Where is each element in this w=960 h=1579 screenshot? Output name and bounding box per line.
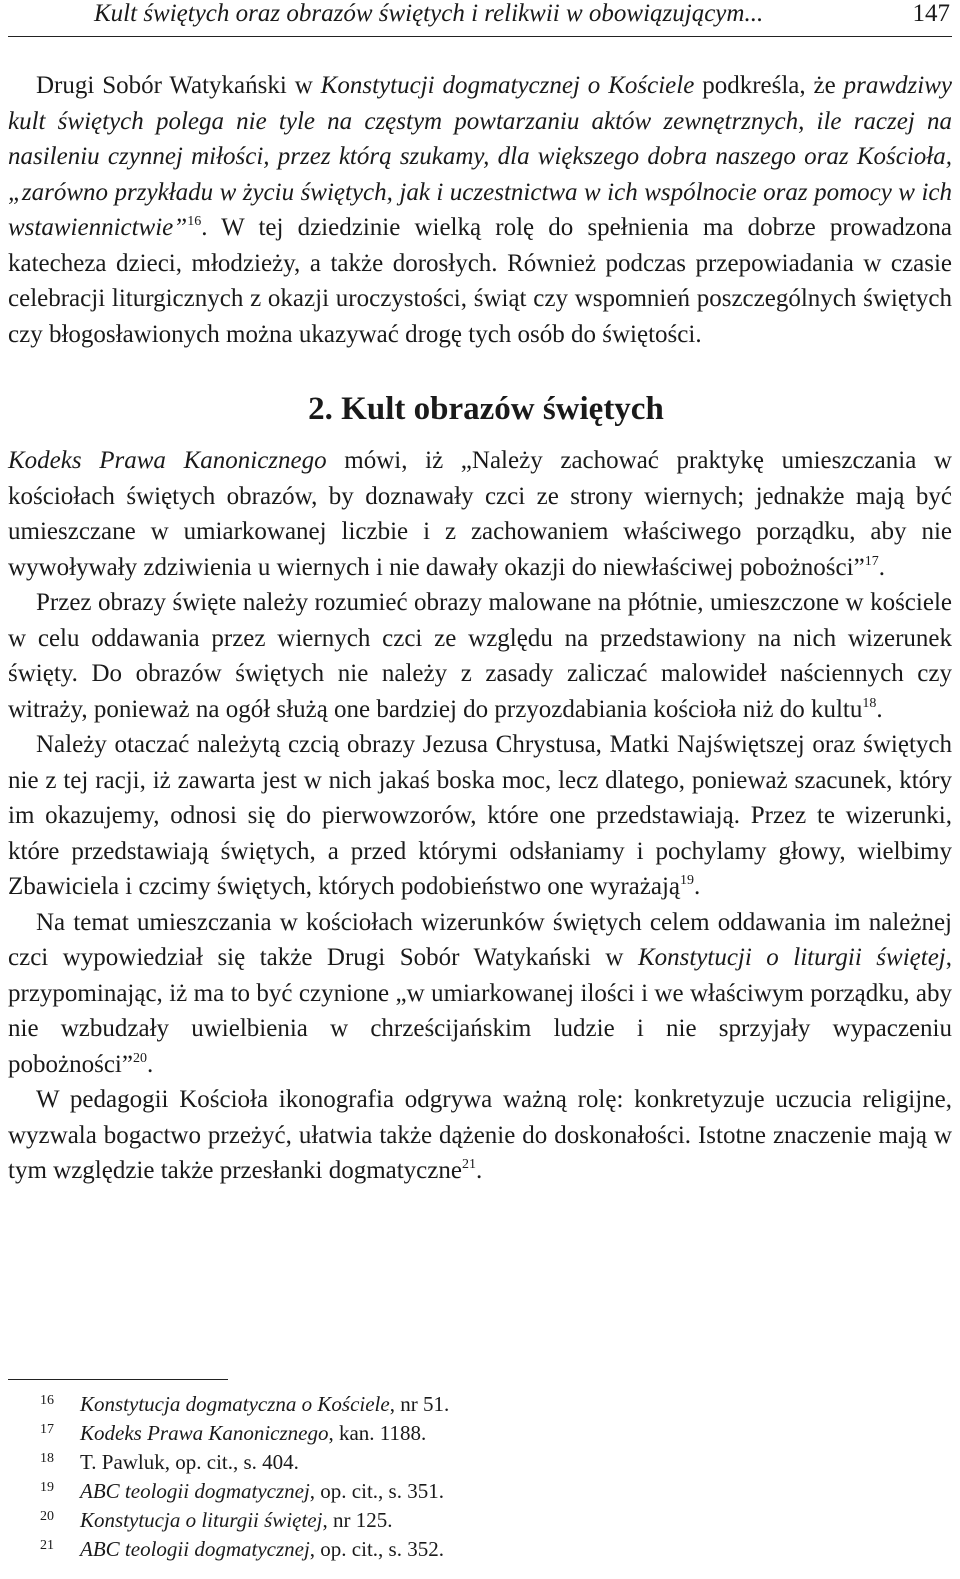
section-heading: 2. Kult obrazów świętych bbox=[308, 391, 664, 427]
text-run: , op. cit., s. 351. bbox=[309, 1479, 444, 1503]
footnote-number: 18 bbox=[40, 1451, 54, 1466]
text-run: , nr 125. bbox=[322, 1508, 393, 1532]
footnote bbox=[8, 1477, 948, 1506]
footnote bbox=[8, 1448, 948, 1477]
paragraph bbox=[8, 905, 952, 1083]
footnote-reference: 21 bbox=[461, 1157, 476, 1172]
text-run: . bbox=[475, 1157, 483, 1184]
italic-text: Konstytucji dogmatycznej o Kościele bbox=[320, 72, 695, 99]
footnote-divider bbox=[8, 1379, 228, 1380]
italic-text: ABC teologii dogmatycznej bbox=[80, 1479, 310, 1503]
footnote-text bbox=[80, 1506, 392, 1535]
footnote-text bbox=[80, 1448, 299, 1477]
footnote-reference: 20 bbox=[132, 1050, 147, 1066]
footnote bbox=[8, 1535, 948, 1564]
text-run: podkreśla, że bbox=[694, 72, 844, 99]
text-run: . bbox=[694, 873, 701, 900]
footnote-text bbox=[80, 1535, 444, 1564]
footnote-reference: 17 bbox=[864, 553, 879, 569]
footnote-number: 19 bbox=[40, 1480, 54, 1495]
text-run: W pedagogii Kościoła ikonografia odgrywa ważną rolę: konkretyzuje uczucia religijne, wyzwala bogactwo przeżyć, ułatwia także dążenie do doskonałości. Istotne znaczenie mają w tym względzie także przesłanki dogmatyczne bbox=[8, 1086, 952, 1184]
footnote-number: 20 bbox=[40, 1509, 54, 1524]
paragraph bbox=[8, 443, 952, 585]
footnote-text bbox=[80, 1477, 444, 1506]
text-run: . W tej dziedzinie wielką rolę do spełnienia ma dobrze prowadzona katecheza dzieci, młodzieży, a także dorosłych. Również podczas przepowiadania w czasie celebracji liturgicznych z okazji uroczystości, świąt czy wspomnień poszczególnych świętych czy błogosławionych można ukazywać drogę tych osób do świętości. bbox=[8, 214, 952, 348]
footnotes bbox=[8, 1390, 948, 1564]
text-run: , nr 51. bbox=[389, 1392, 450, 1416]
footnote bbox=[8, 1390, 948, 1419]
footnote-number: 16 bbox=[40, 1393, 54, 1408]
text-run: . bbox=[876, 695, 883, 723]
footnote-number: 21 bbox=[40, 1538, 54, 1553]
italic-text: Konstytucja dogmatyczna o Kościele bbox=[80, 1392, 390, 1416]
italic-text: ABC teologii dogmatycznej bbox=[80, 1537, 310, 1561]
italic-text: Konstytucji o liturgii świętej bbox=[637, 944, 946, 971]
body-text bbox=[8, 68, 952, 1189]
footnote bbox=[8, 1506, 948, 1535]
paragraph bbox=[8, 727, 952, 905]
paragraph bbox=[8, 1082, 952, 1189]
paragraph bbox=[8, 68, 952, 352]
italic-text: Kodeks Prawa Kanonicznego bbox=[80, 1421, 329, 1445]
text-run: T. Pawluk, op. cit., s. 404. bbox=[80, 1450, 299, 1474]
text-run: . bbox=[146, 1050, 154, 1078]
running-header bbox=[8, 0, 952, 37]
text-run: Należy otaczać należytą czcią obrazy Jezusa Chrystusa, Matki Najświętszej oraz świętych nie z tej racji, iż zawarta jest w nich jakaś boska moc, lecz dlatego, ponieważ szacunek, który im okazujemy, odnosi się do pierwowzorów, które one przedstawiają. Przez te wizerunki, które przedstawiają świętych, a przed którymi odsłaniamy i pochylamy głowy, wielbimy Zbawiciela i czcimy świętych, których podobieństwo one wyrażają bbox=[8, 731, 952, 900]
paragraph bbox=[8, 585, 952, 727]
footnote-reference: 16 bbox=[187, 214, 202, 229]
footnote bbox=[8, 1419, 948, 1448]
text-run: . bbox=[878, 553, 885, 581]
running-title: Kult świętych oraz obrazów świętych i relikwii w obowiązującym... bbox=[94, 0, 764, 27]
text-run: , op. cit., s. 352. bbox=[309, 1537, 444, 1561]
text-run: , przypominając, iż ma to być czynione „w umiarkowanej ilości i we właściwym porządku, aby nie wzbudzały uwielbienia w chrześcijańskim ludzie i nie sprzyjały wypaczeniu pobożności” bbox=[8, 944, 952, 1078]
footnote-reference: 18 bbox=[862, 695, 877, 711]
text-run: mówi, iż „Należy zachować praktykę umieszczania w kościołach świętych obrazów, by doznawały czci ze strony wiernych; jednakże mają być umieszczane w umiarkowanej liczbie i z zachowaniem właściwego porządku, aby nie wywoływały zdziwienia u wiernych i nie dawały okazji do niewłaściwej pobożności” bbox=[8, 447, 952, 581]
footnote-number: 17 bbox=[40, 1422, 54, 1437]
italic-text: Konstytucja o liturgii świętej bbox=[80, 1508, 323, 1532]
text-run: Przez obrazy święte należy rozumieć obrazy malowane na płótnie, umieszczone w kościele w celu oddawania przez wiernych czci ze względu na przedstawiony na nich wizerunek święty. Do obrazów świętych nie należy z zasady zaliczać malowideł naściennych czy witraży, ponieważ na ogół służą one bardziej do przyozdabiania kościoła niż do kultu bbox=[8, 589, 952, 723]
page-number: 147 bbox=[912, 0, 950, 27]
text-run: Na temat umieszczania w kościołach wizerunków świętych celem oddawania im należnej czci wypowiedział się także Drugi Sobór Watykański w bbox=[8, 908, 952, 971]
text-run: Drugi Sobór Watykański w bbox=[36, 72, 321, 99]
footnote-text bbox=[80, 1419, 426, 1448]
text-run: , kan. 1188. bbox=[328, 1421, 427, 1445]
italic-text: prawdziwy kult świętych polega nie tyle na częstym powtarzaniu aktów zewnętrznych, ile raczej na nasileniu czynnej miłości, przez którą szukamy, dla większego dobra naszego oraz Kościoła, „zarówno przykładu w życiu świętych, jak i uczestnictwa w ich wspólnocie oraz pomocy w ich wstawiennictwie” bbox=[8, 72, 952, 241]
italic-text: Kodeks Prawa Kanonicznego bbox=[8, 447, 327, 474]
footnote-text bbox=[80, 1390, 449, 1419]
footnote-reference: 19 bbox=[680, 873, 694, 888]
